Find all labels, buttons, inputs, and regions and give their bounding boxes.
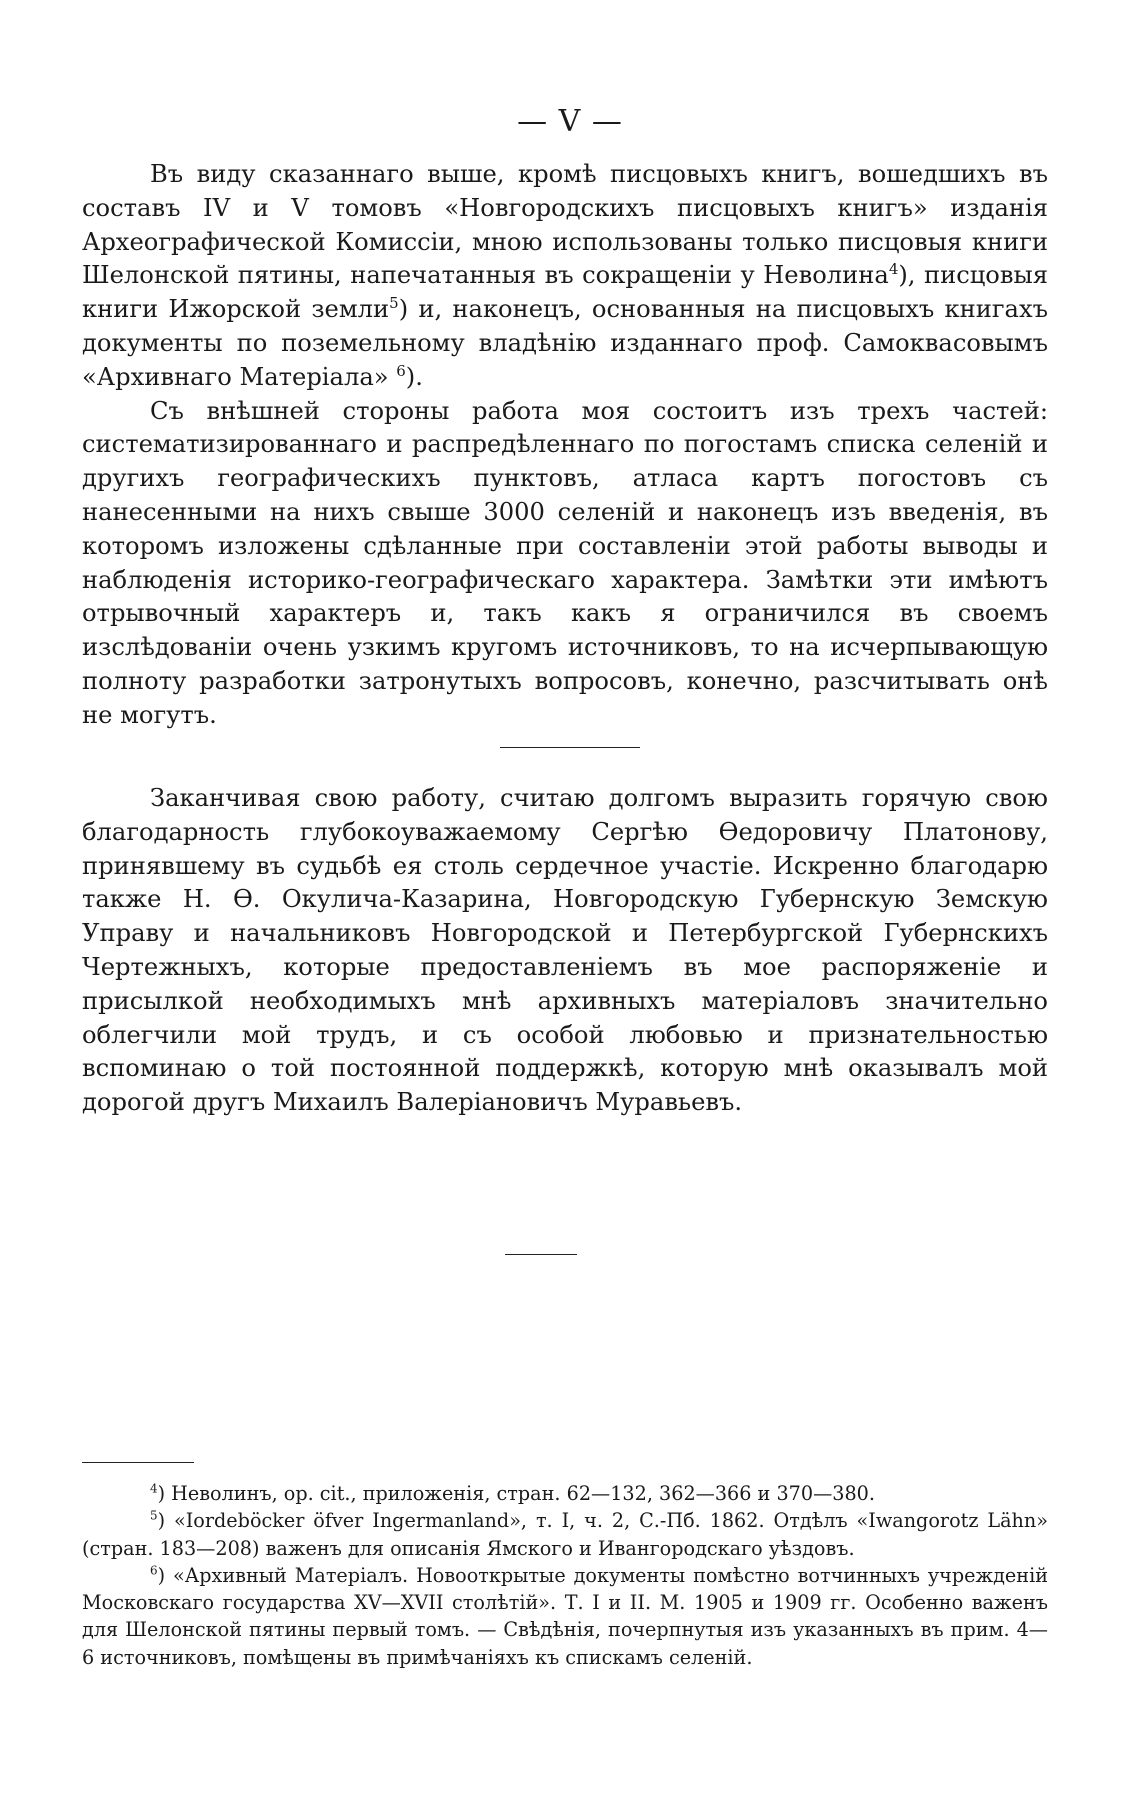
body-section-1	[82, 158, 1048, 733]
footnote-ref-6[interactable]: 6	[396, 361, 406, 380]
paragraph-sources: Въ виду сказаннаго выше, кромѣ писцовыхъ книгъ, вошедшихъ въ составъ IV и V томовъ «Новгородскихъ писцовыхъ книгъ» изданія Археографической Комиссіи, мною использованы только писцовыя книги Шелонской пятины, напечатанныя въ сокращеніи у Неволина$^4$), писцовыя книги Ижорской земли$^5$) и, наконецъ, основанныя на писцовыхъ книгахъ документы по поземельному владѣнію изданнаго проф. Самоквасовымъ «Архивнаго Матеріала» $^6$).	[82, 160, 1048, 391]
section-divider	[500, 747, 640, 748]
end-divider	[505, 1254, 577, 1255]
page-number: — V —	[517, 104, 623, 139]
footnote-6: $^6$) «Архивный Матеріалъ. Новооткрытые документы помѣстно вотчинныхъ учрежденій Московскаго государства XV—XVII столѣтій». Т. I и II. М. 1905 и 1909 гг. Особенно важенъ для Шелонской пятины первый томъ. — Свѣдѣнія, почерпнутыя изъ указанныхъ въ прим. 4—6 источниковъ, помѣщены въ примѣчаніяхъ къ спискамъ селеній.	[82, 1563, 1048, 1669]
footnote-mark: 5	[150, 1508, 158, 1523]
footnote-ref-4[interactable]: 4	[888, 260, 899, 279]
footnote-mark: 4	[150, 1481, 158, 1496]
footnote-ref-5[interactable]: 5	[389, 294, 399, 313]
paragraph-acknowledgements: Заканчивая свою работу, считаю долгомъ выразить горячую свою благодарность глубокоуважаемому Сергѣю Ѳедоровичу Платонову, принявшему въ судьбѣ ея столь сердечное участіе. Искренно благодарю также Н. Ѳ. Окулича-Казарина, Новгородскую Губернскую Земскую Управу и начальниковъ Новгородской и Петербургской Губернскихъ Чертежныхъ, которые предоставленіемъ въ мое распоряженіе и присылкой необходимыхъ мнѣ архивныхъ матеріаловъ значительно облегчили мой трудъ, и съ особой любовью и признательностью вспоминаю о той постоянной поддержкѣ, которую мнѣ оказывалъ мой дорогой другъ Михаилъ Валеріановичъ Муравьевъ.	[82, 784, 1048, 1117]
footnote-rule	[82, 1462, 194, 1463]
footnote-5: $^5$) «Iordeböcker öfver Ingermanland», т. I, ч. 2, С.-Пб. 1862. Отдѣлъ «Iwangorotz Lähn» (стран. 183—208) важенъ для описанія Ямского и Ивангородскаго уѣздовъ.	[82, 1508, 1048, 1560]
paragraph-structure: Съ внѣшней стороны работа моя состоитъ изъ трехъ частей: систематизированнаго и распредѣленнаго по погостамъ списка селеній и другихъ географическихъ пунктовъ, атласа картъ погостовъ съ нанесенными на нихъ свыше 3000 селеній и наконецъ изъ введенія, въ которомъ изложены сдѣланные при составленіи этой работы выводы и наблюденія историко-географическаго характера. Замѣтки эти имѣютъ отрывочный характеръ и, такъ какъ я ограничился въ своемъ изслѣдованіи очень узкимъ кругомъ источниковъ, то на исчерпывающую полноту разработки затронутыхъ вопросовъ, конечно, разсчитывать онѣ не могутъ.	[82, 396, 1048, 729]
body-section-2	[82, 782, 1048, 1120]
footnote-mark: 6	[150, 1563, 158, 1578]
footnotes	[82, 1480, 1048, 1671]
footnote-4: $^4$) Неволинъ, op. cit., приложенія, стран. 62—132, 362—366 и 370—380.	[150, 1481, 875, 1505]
